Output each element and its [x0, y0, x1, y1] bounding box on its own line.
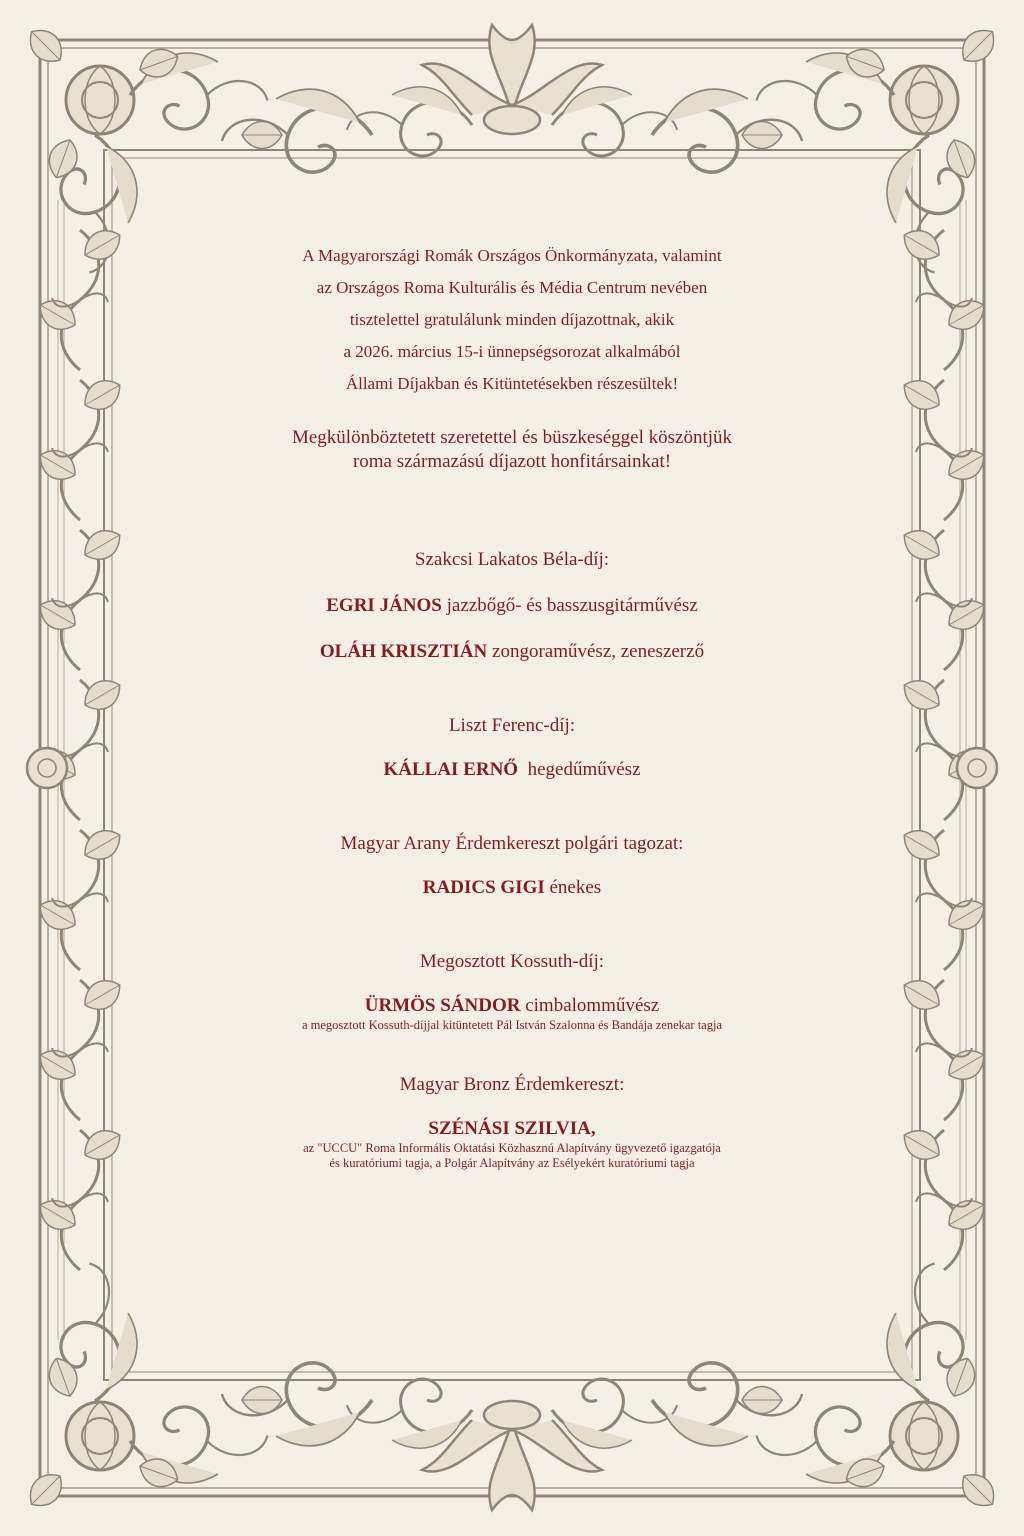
award-block: [170, 1073, 854, 1171]
award-block: [170, 832, 854, 900]
recipient-name: SZÉNÁSI SZILVIA: [428, 1118, 591, 1139]
recipient-note: a megosztott Kossuth-díjjal kitüntetett Pál István Szalonna és Bandája zenekar tagja: [301, 1018, 723, 1032]
recipient-name: OLÁH KRISZTIÁN: [319, 641, 488, 662]
intro-line: tisztelettel gratulálunk minden díjazottnak, akik: [349, 310, 675, 329]
greeting-paragraph: [170, 426, 854, 474]
award-block: [170, 548, 854, 664]
intro-line: az Országos Roma Kulturális és Média Centrum nevében: [316, 278, 708, 297]
award-block: [170, 714, 854, 782]
recipient-role: énekes: [544, 877, 602, 898]
recipient: [170, 758, 854, 782]
award-category: Magyar Bronz Érdemkereszt:: [399, 1074, 625, 1095]
recipient-role: cimbalomművész: [520, 995, 660, 1016]
recipient-note: és kuratóriumi tagja, a Polgár Alapítvány az Esélyekért kuratóriumi tagja: [329, 1156, 695, 1170]
recipient: [170, 876, 854, 900]
recipient-name: KÁLLAI ERNŐ: [383, 759, 519, 780]
award-category: Magyar Arany Érdemkereszt polgári tagozat:: [340, 833, 684, 854]
recipient: [170, 640, 854, 664]
letter-body: [170, 240, 854, 1171]
recipient-name: EGRI JÁNOS: [326, 595, 442, 616]
greeting-line: roma származású díjazott honfitársainkat!: [352, 451, 672, 472]
recipient-role: hegedűművész: [518, 759, 641, 780]
recipient: [170, 1117, 854, 1141]
award-block: [170, 950, 854, 1033]
recipient-role: jazzbőgő- és basszusgitárművész: [441, 595, 698, 616]
award-category: Szakcsi Lakatos Béla-díj:: [414, 549, 610, 570]
award-category: Liszt Ferenc-díj:: [448, 715, 576, 736]
recipient-name: RADICS GIGI: [422, 877, 545, 898]
award-category: Megosztott Kossuth-díj:: [419, 951, 605, 972]
intro-paragraph: [170, 240, 854, 400]
recipient-role: zongoraművész, zeneszerző: [487, 641, 705, 662]
recipient: [170, 594, 854, 618]
intro-line: a 2026. március 15-i ünnepségsorozat alkalmából: [343, 342, 681, 361]
intro-line: Állami Díjakban és Kitüntetésekben részesültek!: [345, 374, 679, 393]
intro-line: A Magyarországi Romák Országos Önkormányzata, valamint: [302, 246, 722, 265]
recipient-note: az "UCCU" Roma Informális Oktatási Közhasznú Alapítvány ügyvezető igazgatója: [303, 1141, 721, 1155]
recipient: [170, 994, 854, 1018]
greeting-line: Megkülönböztetett szeretettel és büszkeséggel köszöntjük: [291, 427, 733, 448]
recipient-role: ,: [590, 1118, 596, 1139]
recipient-name: ÜRMÖS SÁNDOR: [364, 995, 521, 1016]
